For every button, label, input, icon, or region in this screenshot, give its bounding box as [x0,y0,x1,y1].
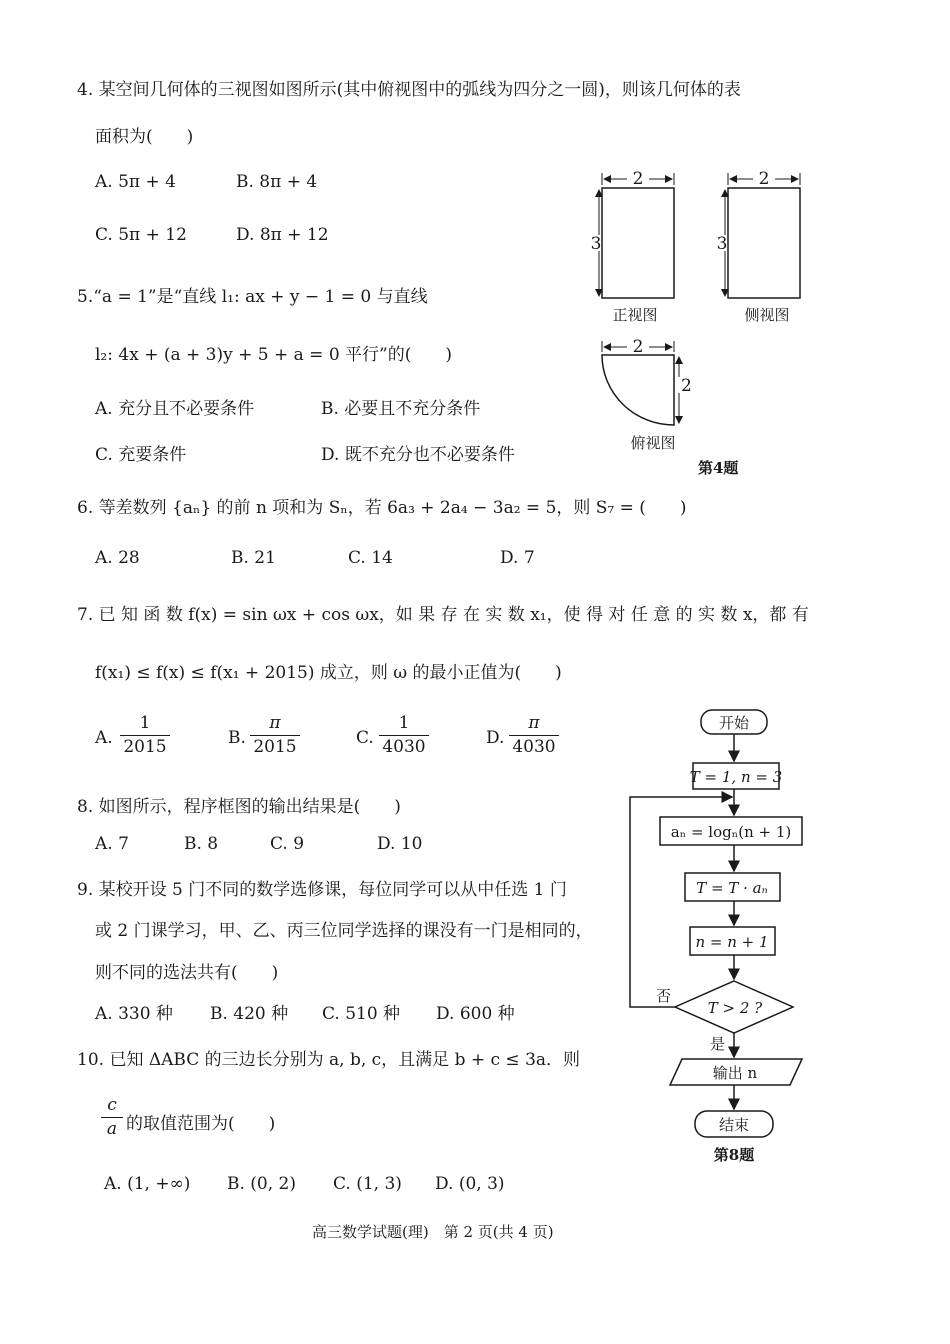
q9-text-line3: 则不同的选法共有( ) [95,963,279,983]
q6-option-a: A. 28 [95,548,140,568]
q7-option-a-fraction [120,715,170,756]
top-dim-w: 2 [632,337,644,357]
q5-option-c: C. 充要条件 [95,445,187,465]
q7-d-numerator: π [509,715,559,736]
side-view-label: 侧视图 [744,306,790,324]
q5-option-a: A. 充分且不必要条件 [95,399,255,419]
q10-text-line2: 的取值范围为( ) [126,1114,276,1134]
q7-text-line1: 7. 已 知 函 数 f(x) = sin ωx + cos ωx，如 果 存 在 实 数 x₁，使 得 对 任 意 的 实 数 x，都 有 [77,605,809,625]
q9-option-a: A. 330 种 [95,1004,173,1024]
top-view-quarter-circle [602,355,674,425]
front-view-rect [602,188,674,298]
q8-option-b: B. 8 [184,834,219,854]
q9-option-c: C. 510 种 [322,1004,401,1024]
q6-text: 6. 等差数列 {aₙ} 的前 n 项和为 Sₙ，若 6a₃ + 2a₄ − 3a₂ = 5，则 S₇ = ( ) [77,498,687,518]
q4-option-d: D. 8π + 12 [236,225,329,245]
side-dim-h: 3 [716,234,728,254]
q9-option-b: B. 420 种 [210,1004,289,1024]
flow-step-t-text: T = T · aₙ [696,879,768,897]
q8-option-d: D. 10 [377,834,423,854]
q4-figure-caption: 第4题 [698,459,739,477]
flow-no-label: 否 [656,987,672,1005]
q5-text-line1: 5.“a = 1”是“直线 l₁: ax + y − 1 = 0 与直线 [77,287,428,307]
front-dim-h: 3 [590,234,602,254]
flow-step-a-n-text: aₙ = logₙ(n + 1) [670,823,792,841]
q7-a-numerator: 1 [120,715,170,736]
q4-text-line1: 4. 某空间几何体的三视图如图所示(其中俯视图中的弧线为四分之一圆)，则该几何体的表 [77,80,741,100]
page-footer: 高三数学试题(理) 第 2 页(共 4 页) [312,1223,554,1241]
q10-option-a: A. (1, +∞) [104,1174,191,1194]
q6-option-d: D. 7 [500,548,535,568]
q8-text: 8. 如图所示，程序框图的输出结果是( ) [77,797,401,817]
q7-option-b-fraction [250,715,300,756]
q7-b-denominator: 2015 [253,737,297,757]
q5-text-line2: l₂: 4x + (a + 3)y + 5 + a = 0 平行”的( ) [95,345,452,365]
flow-caption: 第8题 [713,1146,755,1164]
q10-text-line1: 10. 已知 ΔABC 的三边长分别为 a, b, c，且满足 b + c ≤ 3a．则 [77,1050,581,1070]
q4-option-a: A. 5π + 4 [95,172,176,192]
side-dim-w: 2 [758,169,770,189]
q4-three-view-figure [585,165,815,465]
q7-c-denominator: 4030 [382,737,426,757]
q7-d-denominator: 4030 [512,737,556,757]
q10-option-b: B. (0, 2) [227,1174,297,1194]
q9-text-line1: 9. 某校开设 5 门不同的数学选修课，每位同学可以从中任选 1 门 [77,880,567,900]
q6-option-b: B. 21 [231,548,276,568]
top-dim-h: 2 [681,376,692,396]
q6-option-c: C. 14 [348,548,393,568]
q7-b-numerator: π [250,715,300,736]
q7-text-line2: f(x₁) ≤ f(x) ≤ f(x₁ + 2015) 成立，则 ω 的最小正值为( ) [95,663,562,683]
q7-option-c-label: C. [356,728,374,748]
q9-option-d: D. 600 种 [436,1004,515,1024]
q5-option-d: D. 既不充分也不必要条件 [321,445,515,465]
q8-flowchart [620,705,850,1165]
flow-yes-label: 是 [710,1035,726,1053]
flow-output-text: 输出 n [712,1064,758,1082]
q7-a-denominator: 2015 [123,737,167,757]
q5-option-b: B. 必要且不充分条件 [321,399,481,419]
q7-c-numerator: 1 [379,715,429,736]
q7-option-d-fraction [509,715,559,756]
flow-decision-text: T > 2 ? [707,999,763,1017]
flow-step-n-text: n = n + 1 [695,933,769,951]
q4-text-line2: 面积为( ) [95,127,194,147]
q7-option-d-label: D. [486,728,505,748]
q10-option-c: C. (1, 3) [333,1174,402,1194]
q7-option-b-label: B. [228,728,246,748]
side-view-rect [728,188,800,298]
top-view-label: 俯视图 [630,434,676,452]
q9-text-line2: 或 2 门课学习，甲、乙、丙三位同学选择的课没有一门是相同的， [95,921,593,941]
q10-numerator: c [101,1097,123,1118]
q10-fraction [101,1097,123,1138]
flow-end-text: 结束 [718,1116,750,1134]
q4-option-b: B. 8π + 4 [236,172,318,192]
front-dim-w: 2 [632,169,644,189]
front-view-label: 正视图 [612,306,658,324]
q8-option-c: C. 9 [270,834,305,854]
flow-init-text: T = 1, n = 3 [689,768,783,786]
q4-option-c: C. 5π + 12 [95,225,187,245]
q10-denominator: a [106,1119,118,1139]
q7-option-a-label: A. [95,728,113,748]
q7-option-c-fraction [379,715,429,756]
q8-option-a: A. 7 [95,834,129,854]
q10-option-d: D. (0, 3) [435,1174,505,1194]
flow-start-text: 开始 [718,714,750,732]
